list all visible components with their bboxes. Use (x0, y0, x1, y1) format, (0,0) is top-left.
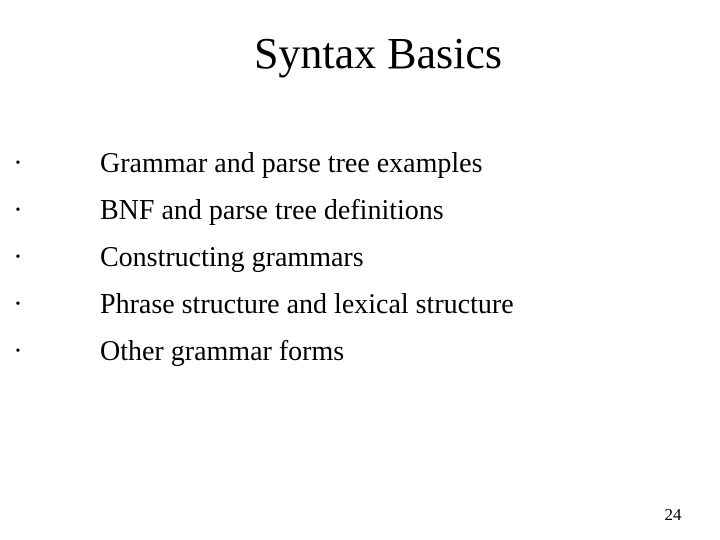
bullet-text: Constructing grammars (100, 242, 364, 273)
bullet-text: BNF and parse tree definitions (100, 195, 444, 226)
bullet-item (15, 140, 514, 187)
bullet-item (15, 234, 514, 281)
bullet-item (15, 328, 514, 375)
bullet-text: Other grammar forms (100, 336, 345, 367)
bullet-item (15, 187, 514, 234)
bullet-text: Grammar and parse tree examples (100, 148, 483, 179)
bullet-marker: • (15, 344, 21, 359)
page-number: 24 (664, 505, 682, 524)
bullet-list (15, 140, 514, 375)
bullet-text: Phrase structure and lexical structure (100, 289, 514, 320)
bullet-item (15, 281, 514, 328)
bullet-marker: • (15, 203, 21, 218)
bullet-marker: • (15, 297, 21, 312)
bullet-marker: • (15, 250, 21, 265)
bullet-marker: • (15, 156, 21, 171)
slide-title: Syntax Basics (253, 29, 503, 78)
